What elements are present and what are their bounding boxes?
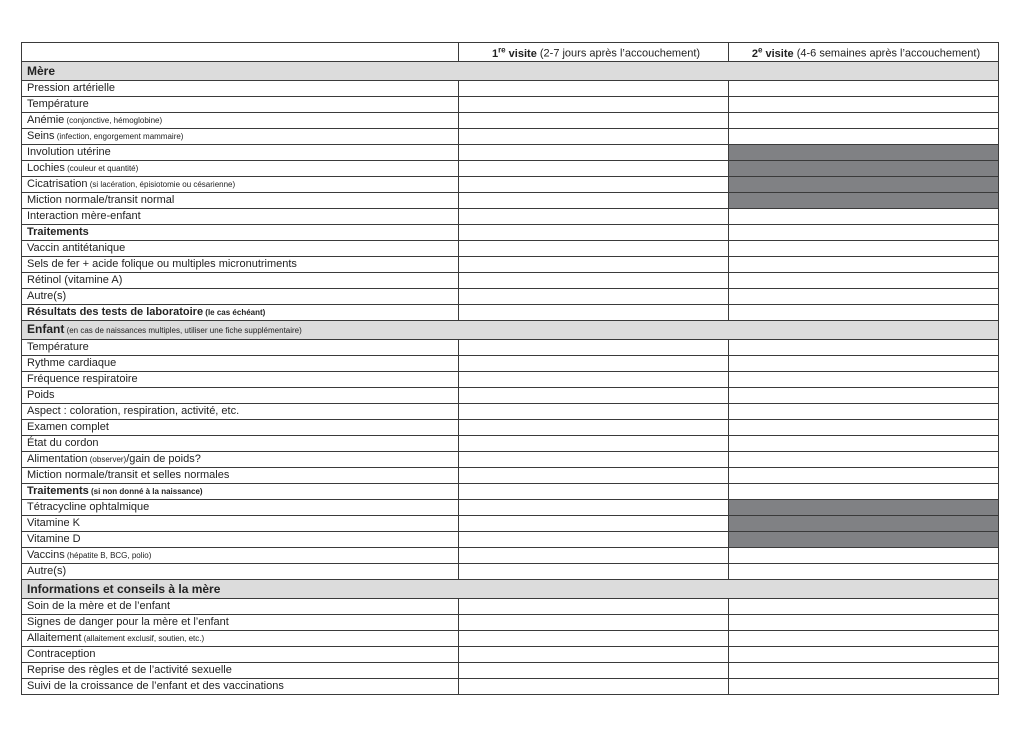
header-visit-1: 1re visite (2-7 jours après l’accouchement) [459, 43, 729, 62]
table-row [22, 176, 999, 192]
cell-visit-2-not-applicable [729, 192, 999, 208]
row-label-vitamine-d: Vitamine D [22, 531, 459, 547]
section-mere [22, 61, 999, 80]
table-row [22, 646, 999, 662]
cell-visit-1-entry[interactable] [459, 224, 729, 240]
cell-visit-2-entry[interactable] [729, 419, 999, 435]
row-label-cicatrisation: Cicatrisation (si lacération, épisiotomie ou césarienne) [22, 176, 459, 192]
cell-visit-1-entry[interactable] [459, 176, 729, 192]
cell-visit-1-entry[interactable] [459, 339, 729, 355]
cell-visit-2-entry[interactable] [729, 678, 999, 694]
table-row [22, 451, 999, 467]
table-row [22, 355, 999, 371]
table-row [22, 499, 999, 515]
row-label-alimentation: Alimentation (observer)/gain de poids? [22, 451, 459, 467]
row-label-soin-de-la-mere-et-de-l-enfant: Soin de la mère et de l’enfant [22, 598, 459, 614]
row-label-vaccins: Vaccins (hépatite B, BCG, polio) [22, 547, 459, 563]
table-row [22, 208, 999, 224]
table-row [22, 662, 999, 678]
section-title: Informations et conseils à la mère [22, 579, 999, 598]
cell-visit-1-entry[interactable] [459, 662, 729, 678]
row-label-anemie: Anémie (conjonctive, hémoglobine) [22, 112, 459, 128]
cell-visit-2-entry[interactable] [729, 547, 999, 563]
table-row [22, 112, 999, 128]
table-row [22, 288, 999, 304]
cell-visit-1-entry[interactable] [459, 403, 729, 419]
table-row [22, 371, 999, 387]
row-label-seins: Seins (infection, engorgement mammaire) [22, 128, 459, 144]
cell-visit-2-entry[interactable] [729, 483, 999, 499]
cell-visit-1-entry[interactable] [459, 598, 729, 614]
cell-visit-2-entry[interactable] [729, 371, 999, 387]
table-row [22, 467, 999, 483]
cell-visit-1-entry[interactable] [459, 563, 729, 579]
header-row [22, 43, 999, 62]
row-label-poids: Poids [22, 387, 459, 403]
row-label-suivi-de-la-croissance-de-l-enfant-et-des-vaccinations: Suivi de la croissance de l’enfant et des vaccinations [22, 678, 459, 694]
table-row [22, 614, 999, 630]
table-row [22, 435, 999, 451]
cell-visit-1-entry[interactable] [459, 614, 729, 630]
cell-visit-2-entry[interactable] [729, 256, 999, 272]
cell-visit-2-entry[interactable] [729, 435, 999, 451]
cell-visit-1-entry[interactable] [459, 96, 729, 112]
cell-visit-2-entry[interactable] [729, 403, 999, 419]
cell-visit-1-entry[interactable] [459, 80, 729, 96]
cell-visit-1-entry[interactable] [459, 435, 729, 451]
table-row [22, 256, 999, 272]
cell-visit-1-entry[interactable] [459, 160, 729, 176]
table-row [22, 128, 999, 144]
table-row [22, 483, 999, 499]
table-row [22, 563, 999, 579]
row-label-lochies: Lochies (couleur et quantité) [22, 160, 459, 176]
cell-visit-1-entry[interactable] [459, 355, 729, 371]
row-label-temperature: Température [22, 96, 459, 112]
row-label-vitamine-k: Vitamine K [22, 515, 459, 531]
row-label-pression-arterielle: Pression artérielle [22, 80, 459, 96]
cell-visit-2-entry[interactable] [729, 272, 999, 288]
cell-visit-1-entry[interactable] [459, 208, 729, 224]
row-label-examen-complet: Examen complet [22, 419, 459, 435]
table-row [22, 419, 999, 435]
row-label-allaitement: Allaitement (allaitement exclusif, soutien, etc.) [22, 630, 459, 646]
row-label-traitements: Traitements (si non donné à la naissance) [22, 483, 459, 499]
cell-visit-1-entry[interactable] [459, 630, 729, 646]
table-row [22, 598, 999, 614]
table-row [22, 630, 999, 646]
row-label-traitements: Traitements [22, 224, 459, 240]
row-label-temperature: Température [22, 339, 459, 355]
cell-visit-2-entry[interactable] [729, 304, 999, 320]
table-row [22, 160, 999, 176]
cell-visit-2-not-applicable [729, 499, 999, 515]
row-label-reprise-des-regles-et-de-l-activite-sexuelle: Reprise des règles et de l’activité sexuelle [22, 662, 459, 678]
cell-visit-2-entry[interactable] [729, 598, 999, 614]
cell-visit-1-entry[interactable] [459, 483, 729, 499]
row-label-frequence-respiratoire: Fréquence respiratoire [22, 371, 459, 387]
cell-visit-1-entry[interactable] [459, 646, 729, 662]
cell-visit-1-entry[interactable] [459, 467, 729, 483]
table-row [22, 531, 999, 547]
cell-visit-2-entry[interactable] [729, 614, 999, 630]
section-title: Mère [22, 61, 999, 80]
cell-visit-1-entry[interactable] [459, 192, 729, 208]
cell-visit-2-entry[interactable] [729, 646, 999, 662]
cell-visit-1-entry[interactable] [459, 371, 729, 387]
cell-visit-1-entry[interactable] [459, 112, 729, 128]
cell-visit-2-entry[interactable] [729, 208, 999, 224]
cell-visit-2-entry[interactable] [729, 387, 999, 403]
cell-visit-2-entry[interactable] [729, 80, 999, 96]
cell-visit-2-entry[interactable] [729, 224, 999, 240]
cell-visit-2-not-applicable [729, 144, 999, 160]
row-label-sels-de-fer-acide-folique-ou-multiples-micronutriments: Sels de fer + acide folique ou multiples micronutriments [22, 256, 459, 272]
cell-visit-2-entry[interactable] [729, 662, 999, 678]
cell-visit-2-entry[interactable] [729, 563, 999, 579]
header-blank [22, 43, 459, 62]
cell-visit-1-entry[interactable] [459, 451, 729, 467]
row-label-autre-s: Autre(s) [22, 563, 459, 579]
row-label-resultats-des-tests-de-laboratoire: Résultats des tests de laboratoire (le cas échéant) [22, 304, 459, 320]
cell-visit-1-entry[interactable] [459, 387, 729, 403]
header-visit-2: 2e visite (4-6 semaines après l’accouchement) [729, 43, 999, 62]
cell-visit-2-entry[interactable] [729, 96, 999, 112]
cell-visit-2-entry[interactable] [729, 128, 999, 144]
row-label-autre-s: Autre(s) [22, 288, 459, 304]
cell-visit-2-entry[interactable] [729, 630, 999, 646]
row-label-vaccin-antitetanique: Vaccin antitétanique [22, 240, 459, 256]
cell-visit-2-entry[interactable] [729, 467, 999, 483]
section-title: Enfant (en cas de naissances multiples, utiliser une fiche supplémentaire) [22, 320, 999, 339]
row-label-rythme-cardiaque: Rythme cardiaque [22, 355, 459, 371]
cell-visit-2-entry[interactable] [729, 451, 999, 467]
cell-visit-2-not-applicable [729, 176, 999, 192]
cell-visit-1-entry[interactable] [459, 128, 729, 144]
row-label-retinol-vitamine-a: Rétinol (vitamine A) [22, 272, 459, 288]
row-label-contraception: Contraception [22, 646, 459, 662]
table-row [22, 80, 999, 96]
cell-visit-2-entry[interactable] [729, 112, 999, 128]
row-label-miction-normale-transit-normal: Miction normale/transit normal [22, 192, 459, 208]
table-row [22, 678, 999, 694]
cell-visit-2-not-applicable [729, 531, 999, 547]
table-row [22, 515, 999, 531]
cell-visit-1-entry[interactable] [459, 678, 729, 694]
cell-visit-1-entry[interactable] [459, 547, 729, 563]
cell-visit-1-entry[interactable] [459, 499, 729, 515]
section-info [22, 579, 999, 598]
cell-visit-1-entry[interactable] [459, 272, 729, 288]
row-label-interaction-mere-enfant: Interaction mère-enfant [22, 208, 459, 224]
table-row [22, 240, 999, 256]
section-enfant [22, 320, 999, 339]
table-row [22, 403, 999, 419]
cell-visit-1-entry[interactable] [459, 419, 729, 435]
row-label-aspect-coloration-respiration-activite-etc: Aspect : coloration, respiration, activité, etc. [22, 403, 459, 419]
row-label-involution-uterine: Involution utérine [22, 144, 459, 160]
table-row [22, 304, 999, 320]
cell-visit-1-entry[interactable] [459, 515, 729, 531]
cell-visit-1-entry[interactable] [459, 144, 729, 160]
table-row [22, 96, 999, 112]
postnatal-visit-form [21, 42, 999, 695]
cell-visit-1-entry[interactable] [459, 288, 729, 304]
cell-visit-2-entry[interactable] [729, 339, 999, 355]
cell-visit-1-entry[interactable] [459, 256, 729, 272]
cell-visit-2-entry[interactable] [729, 355, 999, 371]
cell-visit-1-entry[interactable] [459, 531, 729, 547]
row-label-miction-normale-transit-et-selles-normales: Miction normale/transit et selles normales [22, 467, 459, 483]
table-row [22, 224, 999, 240]
row-label-etat-du-cordon: État du cordon [22, 435, 459, 451]
table-row [22, 144, 999, 160]
row-label-signes-de-danger-pour-la-mere-et-l-enfant: Signes de danger pour la mère et l’enfant [22, 614, 459, 630]
cell-visit-2-not-applicable [729, 515, 999, 531]
row-label-tetracycline-ophtalmique: Tétracycline ophtalmique [22, 499, 459, 515]
cell-visit-1-entry[interactable] [459, 240, 729, 256]
table-row [22, 272, 999, 288]
cell-visit-1-entry[interactable] [459, 304, 729, 320]
table-row [22, 387, 999, 403]
table-row [22, 339, 999, 355]
cell-visit-2-entry[interactable] [729, 240, 999, 256]
cell-visit-2-entry[interactable] [729, 288, 999, 304]
table-row [22, 547, 999, 563]
table-row [22, 192, 999, 208]
cell-visit-2-not-applicable [729, 160, 999, 176]
